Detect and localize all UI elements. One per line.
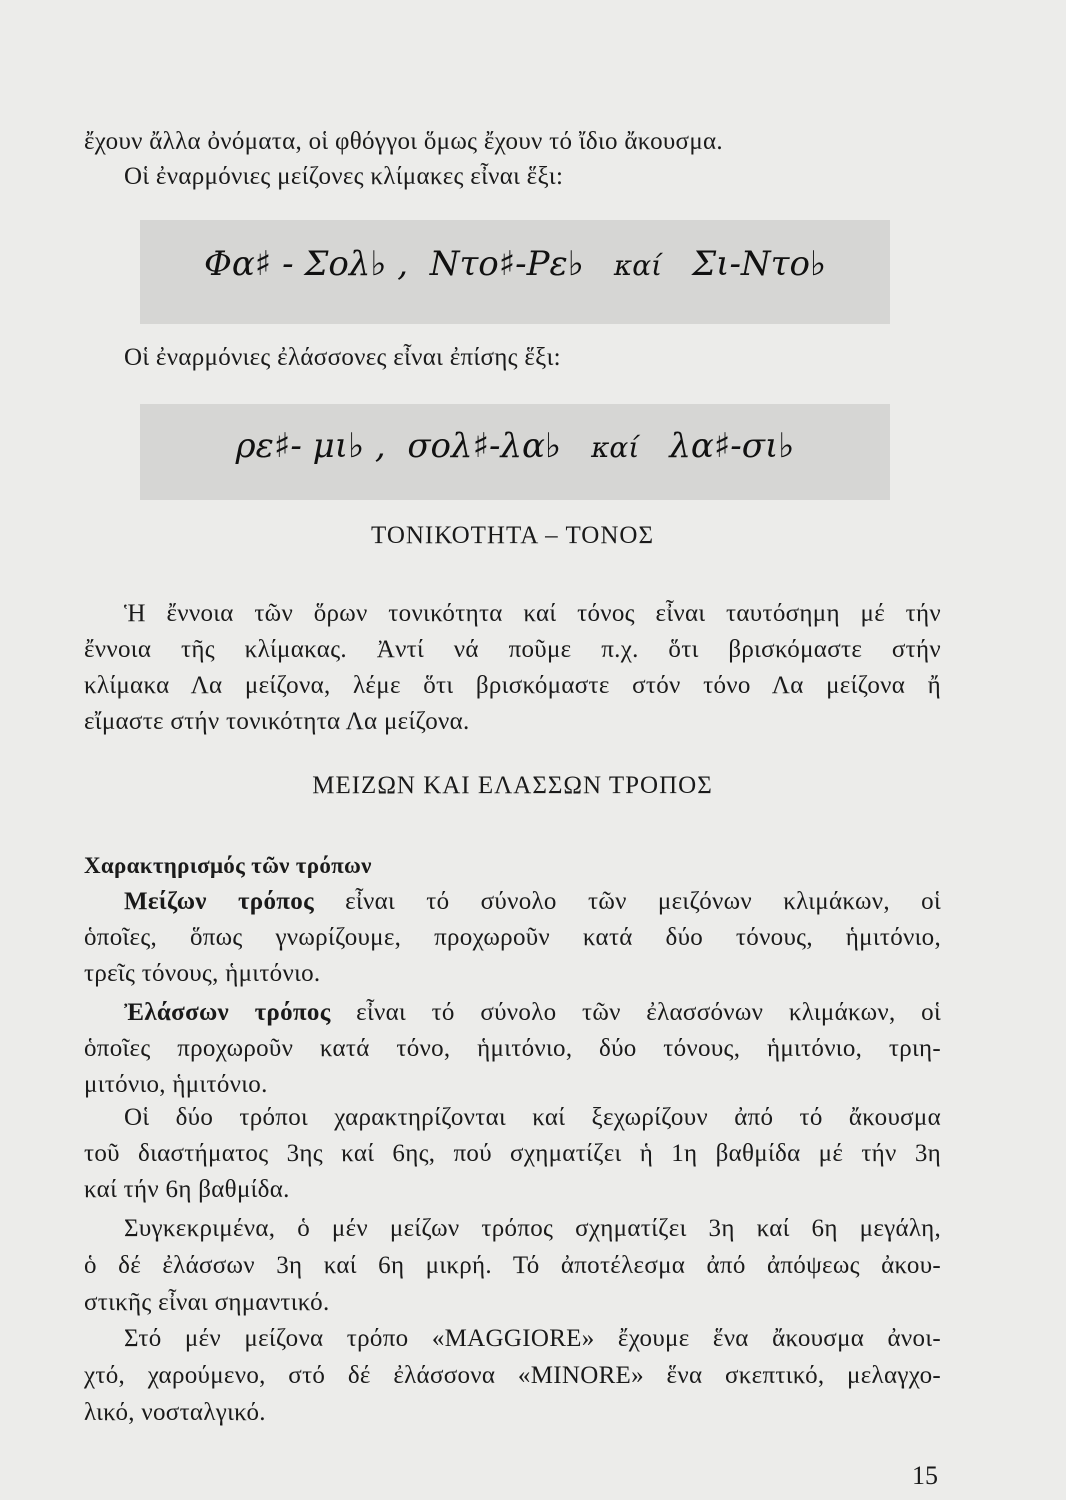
text-line: εἴμαστε στήν τονικότητα Λα μείζονα. [84, 708, 470, 735]
text-line: μιτόνιο, ἡμιτόνιο. [84, 1071, 268, 1098]
section-heading: ΤΟΝΙΚΟΤΗΤΑ – ΤΟΝΟΣ [371, 522, 654, 549]
paragraph [84, 1320, 941, 1431]
minor-scales-row [140, 426, 890, 486]
scale-pair: Φα♯ - Σολ♭ [203, 244, 387, 284]
separator: , [364, 426, 408, 466]
major-scales-row [140, 244, 890, 304]
text-line [84, 995, 941, 1031]
section-heading: ΜΕΙΖΩΝ ΚΑΙ ΕΛΑΣΣΩΝ ΤΡΟΠΟΣ [312, 772, 713, 799]
subheading [84, 848, 941, 883]
page-number: 15 [912, 1461, 938, 1490]
text-line: ὁποῖες, ὅπως γνωρίζουμε, προχωροῦν κατά δύο τόνους, ἡμιτόνιο, [84, 924, 941, 951]
scale-pair: σολ♯-λα♭ [407, 426, 562, 466]
text-line: Οἱ δύο τρόποι χαρακτηρίζονται καί ξεχωρίζουν ἀπό τό ἄκουσμα [124, 1104, 941, 1131]
text-line: τοῦ διαστήματος 3ης καί 6ης, πού σχηματίζει ἡ 1η βαθμίδα μέ τήν 3η [84, 1140, 941, 1167]
text-line: Στό μέν μείζονα τρόπο «MAGGIORE» ἔχουμε ἕνα ἄκουσμα ἀνοι- [124, 1325, 941, 1352]
text-line: Οἱ ἐναρμόνιες ἐλάσσονες εἶναι ἐπίσης ἕξι: [124, 344, 561, 371]
intro-text [84, 124, 941, 194]
term: Ἐλάσσων τρόπος [124, 999, 331, 1026]
scale-pair: λα♯-σι♭ [669, 426, 795, 466]
subheading-text: Χαρακτηρισμός τῶν τρόπων [84, 853, 372, 878]
text-line: τρεῖς τόνους, ἡμιτόνιο. [84, 960, 321, 987]
text-line: λικό, νοσταλγικό. [84, 1399, 266, 1426]
paragraph [84, 1210, 941, 1321]
text-line: Συγκεκριμένα, ὁ μέν μείζων τρόπος σχηματίζει 3η καί 6η μεγάλη, [124, 1215, 941, 1242]
text-line: ὁποῖες προχωροῦν κατά τόνο, ἡμιτόνιο, δύο τόνους, ἡμιτόνιο, τριη- [84, 1035, 941, 1062]
minor-intro [84, 340, 941, 375]
text-line [84, 884, 941, 920]
paragraph [84, 884, 941, 992]
scale-pair: ρε♯- μι♭ [235, 426, 365, 466]
text-line: χτό, χαρούμενο, στό δέ ἐλάσσονα «MINORE» ἕνα σκεπτικό, μελαγχο- [84, 1362, 941, 1389]
conjunction: καί [591, 431, 640, 464]
paragraph [84, 596, 941, 740]
conjunction: καί [613, 249, 663, 282]
text-line: καί τήν 6η βαθμίδα. [84, 1176, 290, 1203]
scale-pair: Σι-Ντο♭ [692, 244, 827, 284]
text-line: στικῆς εἶναι σημαντικό. [84, 1289, 330, 1316]
separator: , [386, 244, 430, 284]
text-line: Οἱ ἐναρμόνιες μείζονες κλίμακες εἶναι ἕξι: [124, 163, 564, 190]
term: Μείζων τρόπος [124, 888, 314, 915]
text-span: εἶναι τό σύνολο τῶν ἐλασσόνων κλιμάκων, οἱ [330, 999, 941, 1026]
text-line: ἔννοια τῆς κλίμακας. Ἀντί νά ποῦμε π.χ. ὅτι βρισκόμαστε στήν [84, 636, 941, 663]
paragraph [84, 995, 941, 1103]
text-span: εἶναι τό σύνολο τῶν μειζόνων κλιμάκων, οἱ [313, 888, 941, 915]
paragraph [84, 1100, 941, 1208]
text-line: ἔχουν ἄλλα ὀνόματα, οἱ φθόγγοι ὅμως ἔχουν τό ἴδιο ἄκουσμα. [84, 128, 723, 155]
text-line: Ἡ ἔννοια τῶν ὅρων τονικότητα καί τόνος εἶναι ταυτόσημη μέ τήν [124, 600, 941, 627]
scale-pair: Ντο♯-Ρε♭ [429, 244, 584, 284]
text-line: ὁ δέ ἐλάσσων 3η καί 6η μικρή. Τό ἀποτέλεσμα ἀπό ἀπόψεως ἀκου- [84, 1252, 941, 1279]
text-line: κλίμακα Λα μείζονα, λέμε ὅτι βρισκόμαστε στόν τόνο Λα μείζονα ἤ [84, 672, 941, 699]
